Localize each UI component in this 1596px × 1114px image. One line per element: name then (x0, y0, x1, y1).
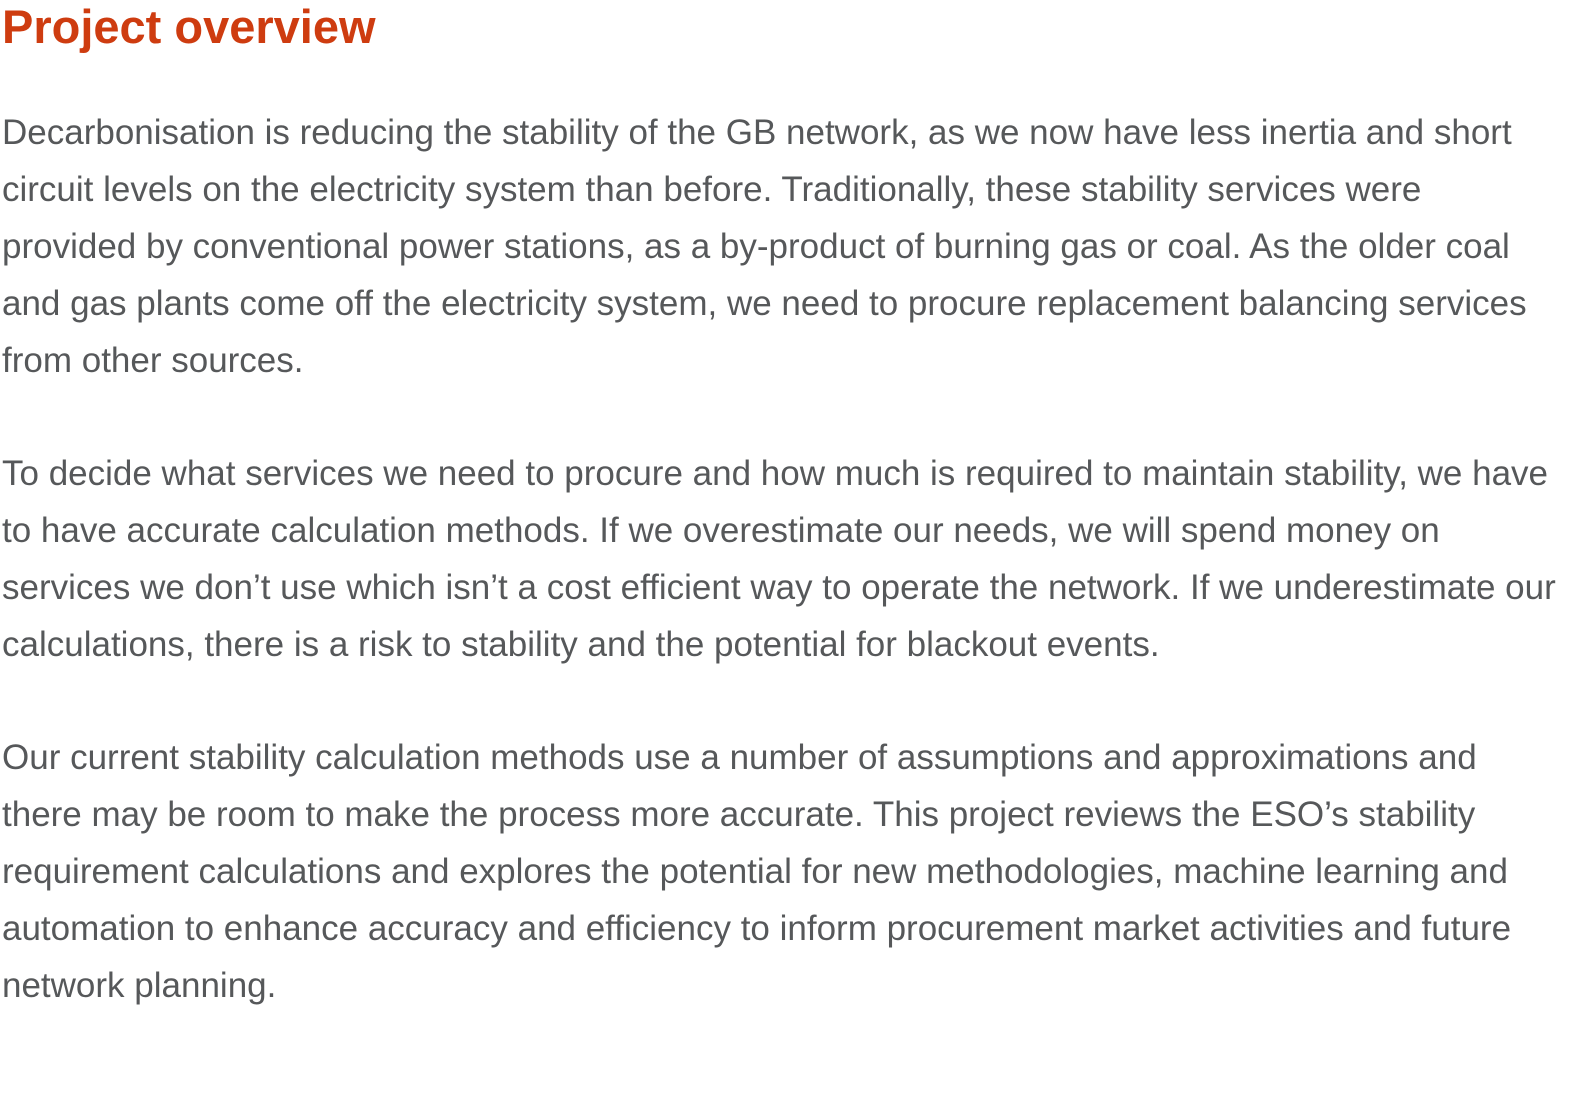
paragraph-project-scope: Our current stability calculation methods use a number of assumptions and approximations and there may be room to make the process more accurate. This project reviews the ESO’s stability requirement calculations and explores the potential for new methodologies, machine learning and automation to enhance accuracy and efficiency to inform procurement market activities and future network planning. (2, 737, 1512, 1005)
paragraph-decarbonisation: Decarbonisation is reducing the stability of the GB network, as we now have less inertia and short circuit levels on the electricity system than before. Traditionally, these stability services were provided by conventional power stations, as a by-product of burning gas or coal. As the older coal and gas plants come off the electricity system, we need to procure replacement balancing services from other sources. (2, 112, 1527, 380)
page-title: Project overview (2, 0, 376, 53)
paragraph-calculation-accuracy: To decide what services we need to procure and how much is required to maintain stability, we have to have accurate calculation methods. If we overestimate our needs, we will spend money on services we don’t use which isn’t a cost efficient way to operate the network. If we underestimate our calculations, there is a risk to stability and the potential for blackout events. (2, 453, 1556, 664)
